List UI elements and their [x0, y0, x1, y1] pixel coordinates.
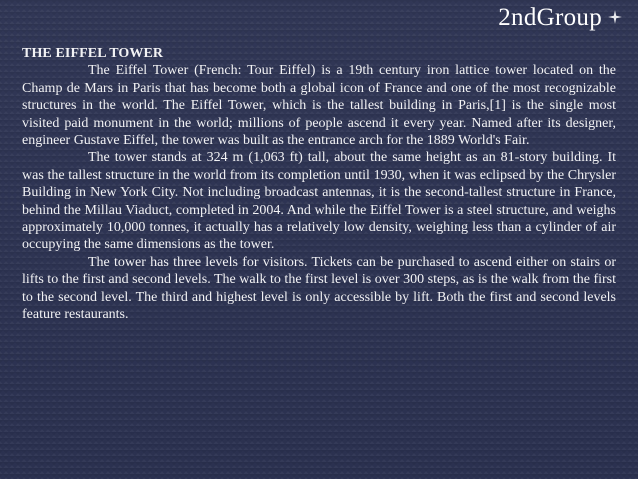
- group-label: 2ndGroup: [498, 4, 602, 31]
- paragraph-intro: The Eiffel Tower (French: Tour Eiffel) is a 19th century iron lattice tower located on the Champ de Mars in Paris that has become both a global icon of France and one of the most recognizable structures in the world. The Eiffel Tower, which is the tallest building in Paris,[1] is the single most visited paid monument in the world; millions of people ascend it every year. Named after its designer, engineer Gustave Eiffel, the tower was built as the entrance arch for the 1889 World's Fair.: [22, 63, 616, 149]
- paragraph-levels: The tower has three levels for visitors. Tickets can be purchased to ascend either on stairs or lifts to the first and second levels. The walk to the first level is over 300 steps, as is the walk from the first to the second level. The third and highest level is only accessible by lift. Both the first and second levels feature restaurants.: [22, 254, 616, 323]
- slide-header: [0, 0, 638, 40]
- document-body: [22, 45, 616, 324]
- paragraph-height: The tower stands at 324 m (1,063 ft) tall, about the same height as an 81-story building. It was the tallest structure in the world from its completion until 1930, when it was eclipsed by the Chrysler Building in New York City. Not including broadcast antennas, it is the second-tallest structure in France, behind the Millau Viaduct, completed in 2004. And while the Eiffel Tower is a steel structure, and weighs approximately 10,000 tonnes, it actually has a relatively low density, weighing less than a cylinder of air occupying the same dimensions as the tower.: [22, 150, 616, 253]
- document-title: THE EIFFEL TOWER: [22, 46, 164, 61]
- ornament-cross-icon: [608, 10, 622, 24]
